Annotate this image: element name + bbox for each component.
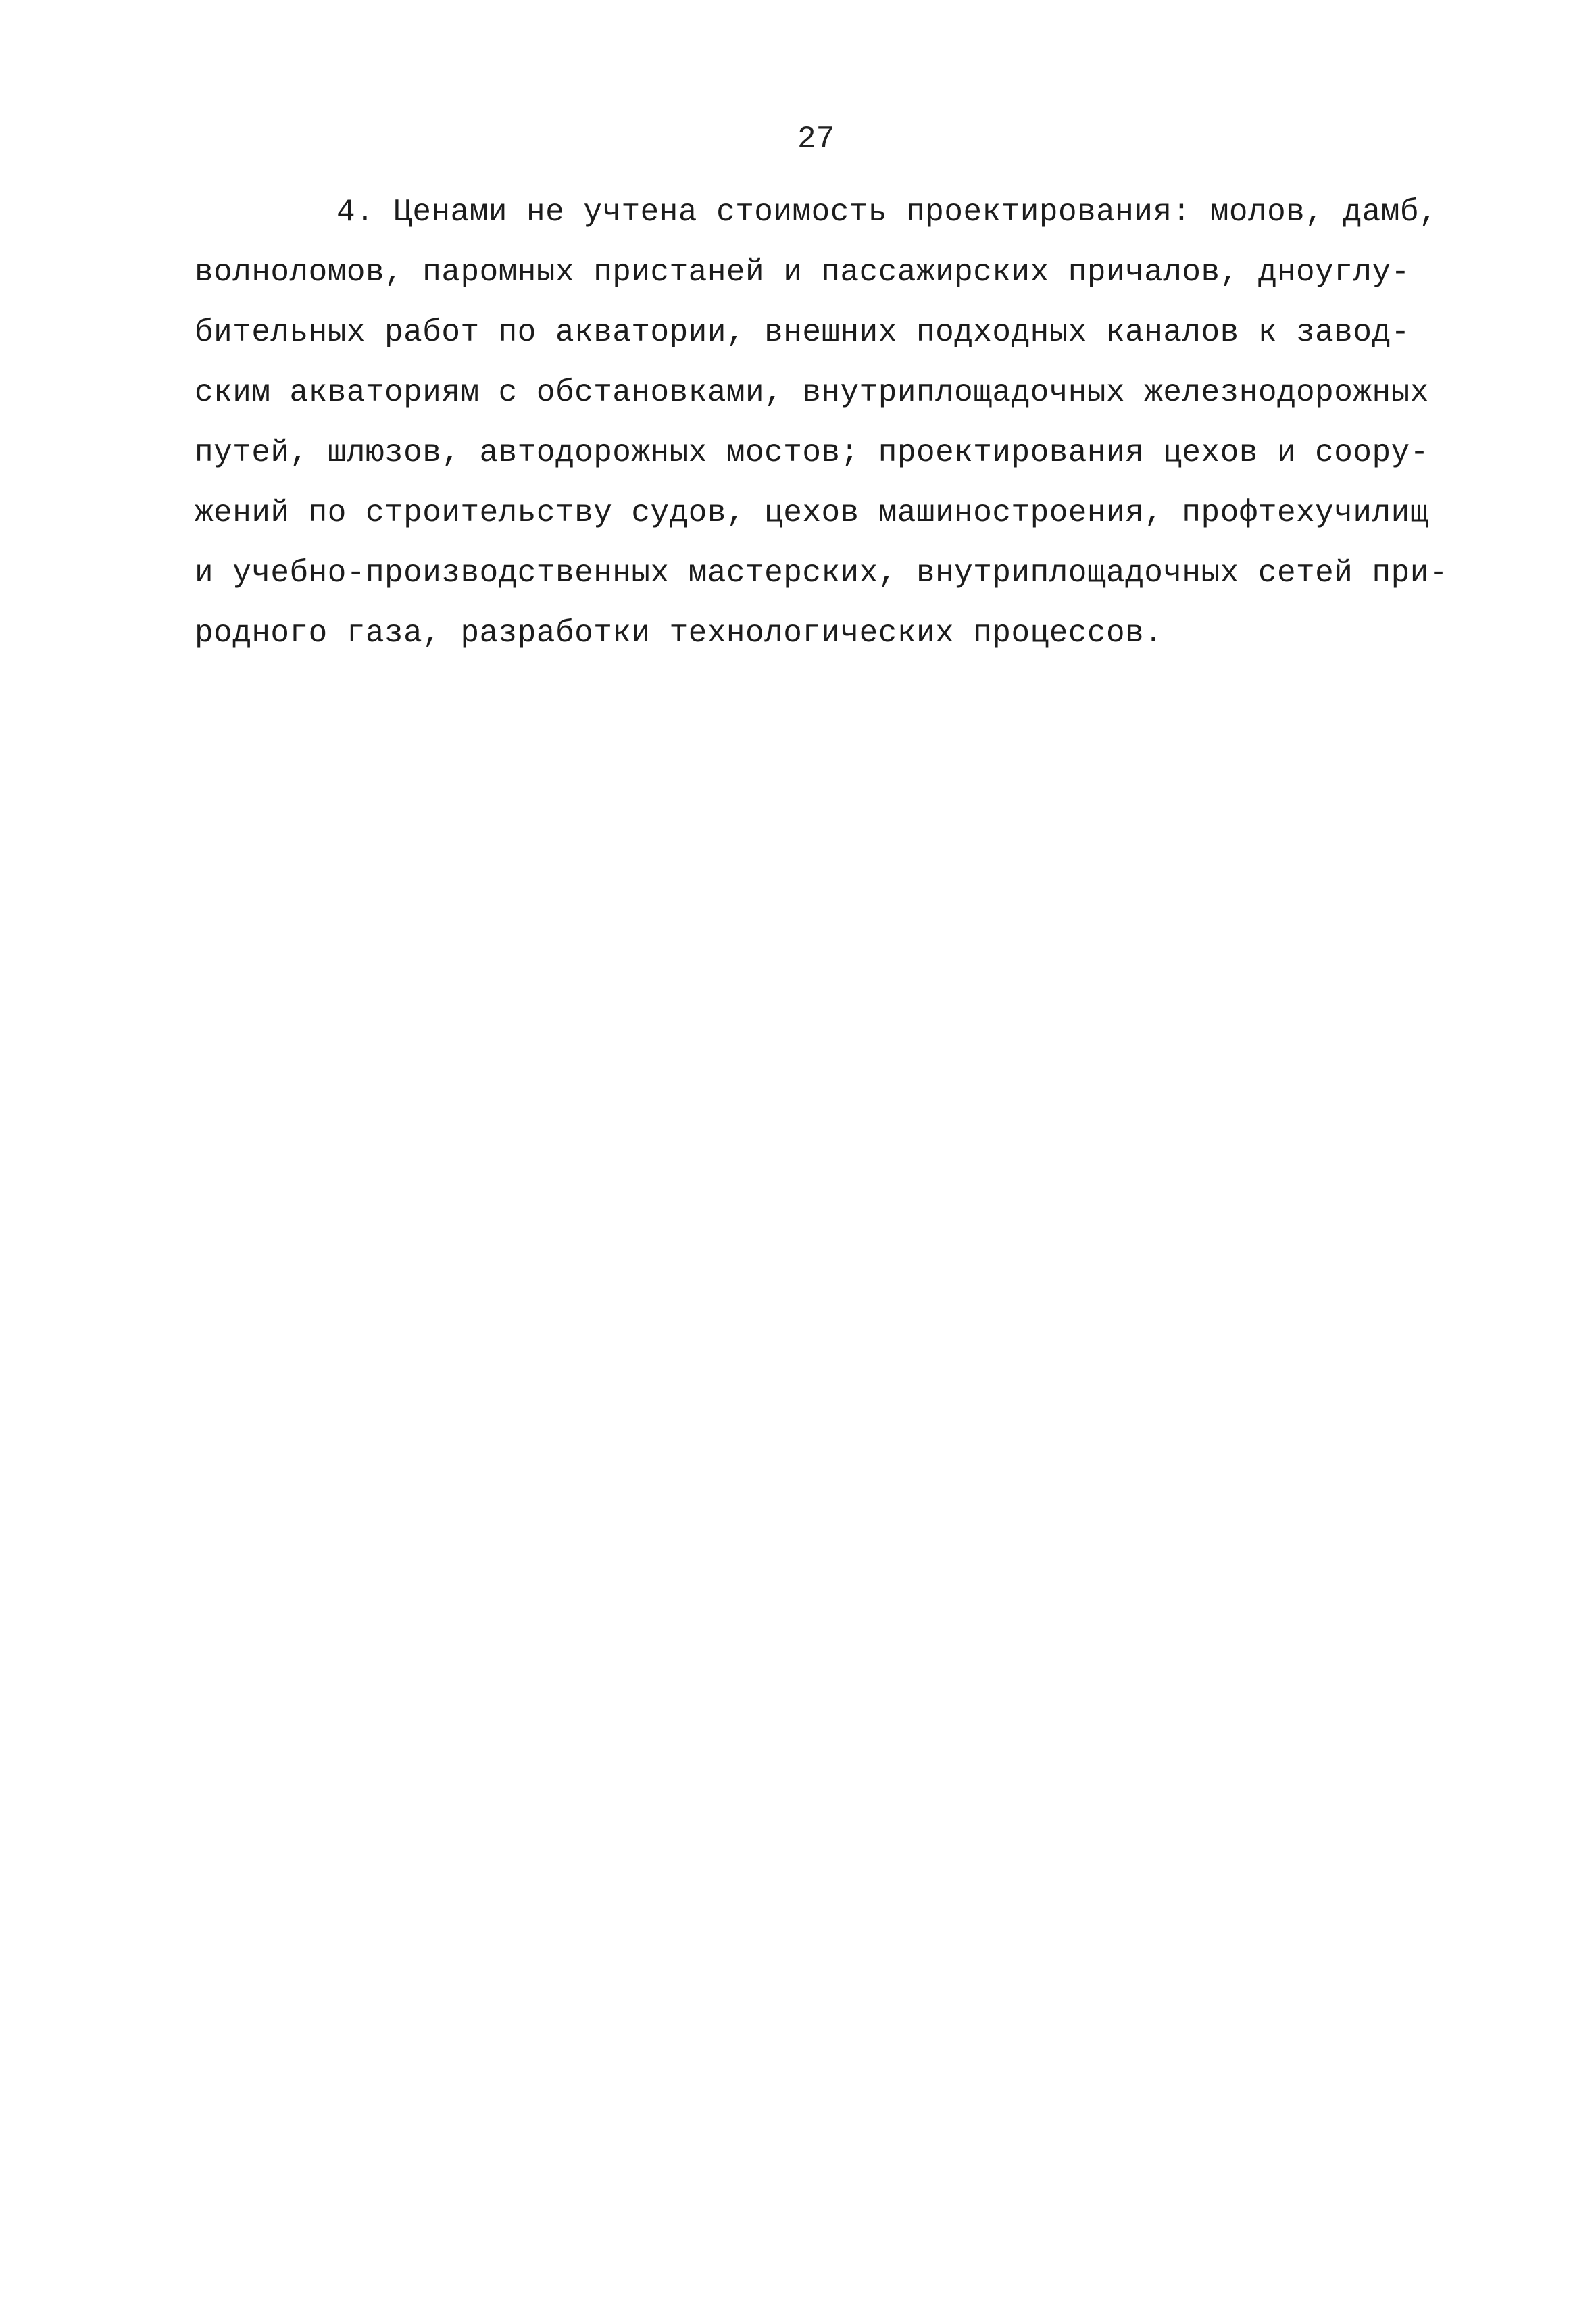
paragraph-line: ским акваториям с обстановками, внутриплощадочных железнодорожных [195,375,1429,410]
paragraph-line: волноломов, паромных пристаней и пассажирских причалов, дноуглу- [195,255,1410,290]
paragraph-line: 4. Ценами не учтена стоимость проектирования: молов, дамб, [336,195,1439,230]
paragraph-line: жений по строительству судов, цехов машиностроения, профтехучилищ [195,495,1429,531]
paragraph-line: и учебно-производственных мастерских, внутриплощадочных сетей при- [195,556,1448,591]
paragraph-line: бительных работ по акватории, внешних подходных каналов к завод- [195,315,1410,350]
paragraph-4 [195,182,1451,664]
paragraph-line: родного газа, разработки технологических процессов. [195,616,1164,651]
page-number: 27 [797,122,835,157]
paragraph-line: путей, шлюзов, автодорожных мостов; проектирования цехов и соору- [195,435,1429,470]
